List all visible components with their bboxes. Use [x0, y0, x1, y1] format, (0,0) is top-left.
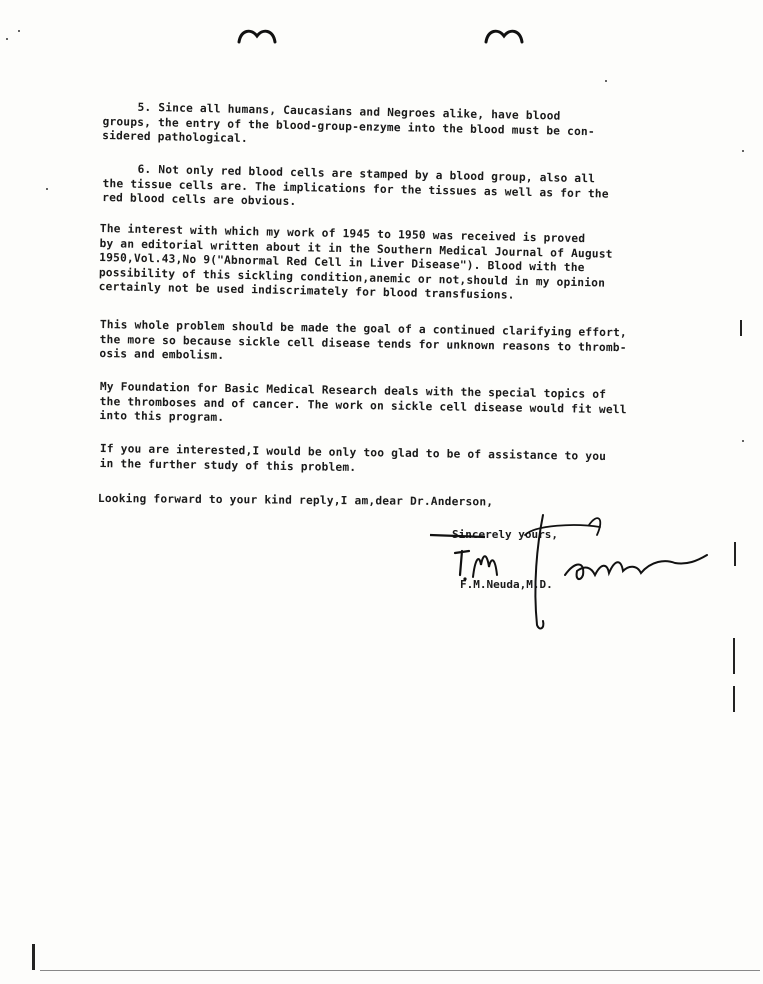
speck-2 [18, 30, 20, 32]
paragraph-problem: This whole problem should be made the goal of a continued clarifying effort, the more so because sickle cell disease tends for unknown reasons to thromb- osis and embolism. [99, 318, 628, 362]
paragraph-looking-forward: Looking forward to your kind reply,I am,dear Dr.Anderson, [97, 492, 494, 509]
bottom-edge-line [40, 970, 760, 971]
speck-5 [742, 150, 744, 152]
paragraph-foundation: My Foundation for Basic Medical Research deals with the special topics of the thromboses and of cancer. The work on sickle cell disease would fit well into this program. [99, 380, 627, 424]
speck-1 [6, 38, 8, 40]
closing-salutation: Sincerely yours, [452, 528, 558, 541]
paragraph-point-5: 5. Since all humans, Caucasians and Negroes alike, have blood groups, the entry of the blood-group-enzyme into the blood must be con- sidered pathological. [102, 100, 596, 146]
paragraph-assistance: If you are interested,I would be only too glad to be of assistance to you in the further study of this problem. [99, 442, 607, 474]
paragraph-interest: The interest with which my work of 1945 to 1950 was received is proved by an editorial written about it in the Southern Medical Journal of August 1950,Vol.43,No 9("Abnormal Red Cell in Liver Disease"). Blood with the possibility of this sickling condition,anemic or not,should in my opinion certainly not be used indiscrimately for blood transfusions. [98, 222, 613, 302]
margin-mark-5 [32, 944, 35, 970]
margin-mark-4 [734, 542, 736, 566]
margin-mark-3 [733, 686, 735, 712]
ornament-mark-right [482, 26, 526, 44]
speck-4 [605, 80, 607, 82]
paragraph-point-6: 6. Not only red blood cells are stamped by a blood group, also all the tissue cells are. The implications for the tissues as well as for the red blood cells are obvious. [102, 162, 609, 209]
speck-6 [742, 440, 744, 442]
handwritten-signature [425, 505, 715, 635]
speck-3 [46, 188, 48, 190]
signer-name: F.M.Neuda,M.D. [460, 578, 553, 591]
ornament-mark-left [235, 26, 279, 44]
margin-mark-2 [733, 638, 735, 674]
margin-mark-1 [740, 320, 742, 336]
